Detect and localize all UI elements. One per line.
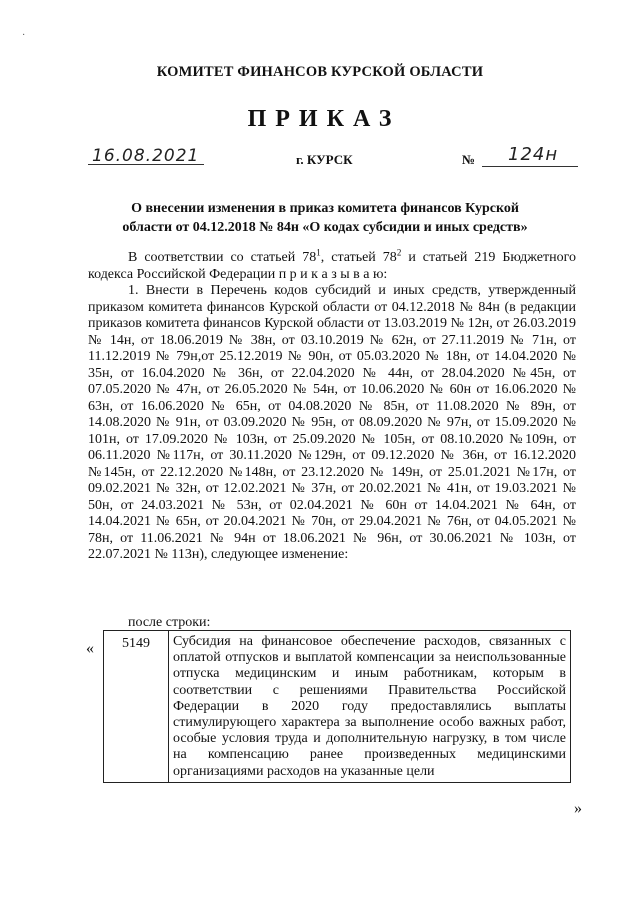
order-number: 124н — [508, 144, 559, 165]
subsidy-description: Субсидия на финансовое обеспечение расходов, связанных с оплатой отпусков и выплатой компенсации за неиспользованные отпуска медицинским и иным работникам, которым в соответствии с решениями Правительства Российской Федерации в 2020 году предоставлялись выплаты стимулирующего характера за выполнение особо важных работ, особые условия труда и дополнительную нагрузку, в том числе на компенсацию ранее произведенных медицинскими организациями расходов на указанные цели — [169, 631, 571, 783]
number-label: № — [462, 152, 476, 167]
order-subject: О внесении изменения в приказ комитета финансов Курской области от 04.12.2018 № 84н «О кодах субсидии и иных средств» — [122, 201, 528, 235]
document-title: ПРИКАЗ — [247, 106, 401, 132]
order-date: 16.08.2021 — [92, 146, 200, 166]
preamble: В соответствии со статьей $78^1$, статьей $78^2$ и статьей 219 Бюджетного кодекса Российской Федерации п р и к а з ы в а ю: — [88, 247, 576, 282]
after-lines-label: после строки: — [128, 615, 211, 630]
open-quote: « — [86, 640, 94, 657]
codes-table — [103, 630, 571, 783]
date-underline — [88, 164, 204, 165]
table-row — [104, 631, 571, 783]
committee-name: КОМИТЕТ ФИНАНСОВ КУРСКОЙ ОБЛАСТИ — [156, 64, 484, 80]
number-underline — [482, 166, 578, 167]
close-quote: » — [574, 800, 582, 817]
city: г. КУРСК — [296, 152, 353, 167]
order-body — [88, 247, 576, 564]
corner-mark: · — [22, 30, 26, 41]
subsidy-code: 5149 — [104, 631, 169, 783]
item-1: 1. Внести в Перечень кодов субсидий и иных средств, утвержденный приказом комитета финансов Курской области от 04.12.2018 № 84н (в редакции приказов комитета финансов Курской области от 13.03.2019 № 12н, от 26.03.2019 № 14н, от 18.06.2019 № 38н, от 03.10.2019 № 62н, от 27.11.2019 № 71н, от 11.12.2019 № 79н,от 25.12.2019 № 90н, от 05.03.2020 № 18н, от 14.04.2020 № 35н, от 16.04.2020 № 36н, от 22.04.2020 № 44н, от 28.04.2020 №45н, от 07.05.2020 № 47н, от 26.05.2020 № 54н, от 10.06.2020 № 60н от 16.06.2020 № 63н, от 16.06.2020 № 65н, от 04.08.2020 № 85н, от 11.08.2020 № 89н, от 14.08.2020 № 91н, от 03.09.2020 № 95н, от 08.09.2020 № 97н, от 15.09.2020 № 101н, от 17.09.2020 № 103н, от 25.09.2020 № 105н, от 08.10.2020 №109н, от 06.11.2020 №117н, от 30.11.2020 №129н, от 09.12.2020 № 36н, от 16.12.2020 №145н, от 22.12.2020 №148н, от 23.12.2020 № 149н, от 25.01.2021 №17н, от 09.02.2021 № 32н, от 12.02.2021 № 37н, от 20.02.2021 № 41н, от 19.03.2021 № 50н, от 24.03.2021 № 53н, от 02.04.2021 № 60н от 14.04.2021 № 64н, от 14.04.2021 № 65н, от 20.04.2021 № 70н, от 29.04.2021 № 76н, от 04.05.2021 № 78н, от 11.06.2021 № 94н от 18.06.2021 № 96н, от 30.06.2021 № 103н, от 22.07.2021 № 113н), следующее изменение: — [88, 283, 576, 562]
